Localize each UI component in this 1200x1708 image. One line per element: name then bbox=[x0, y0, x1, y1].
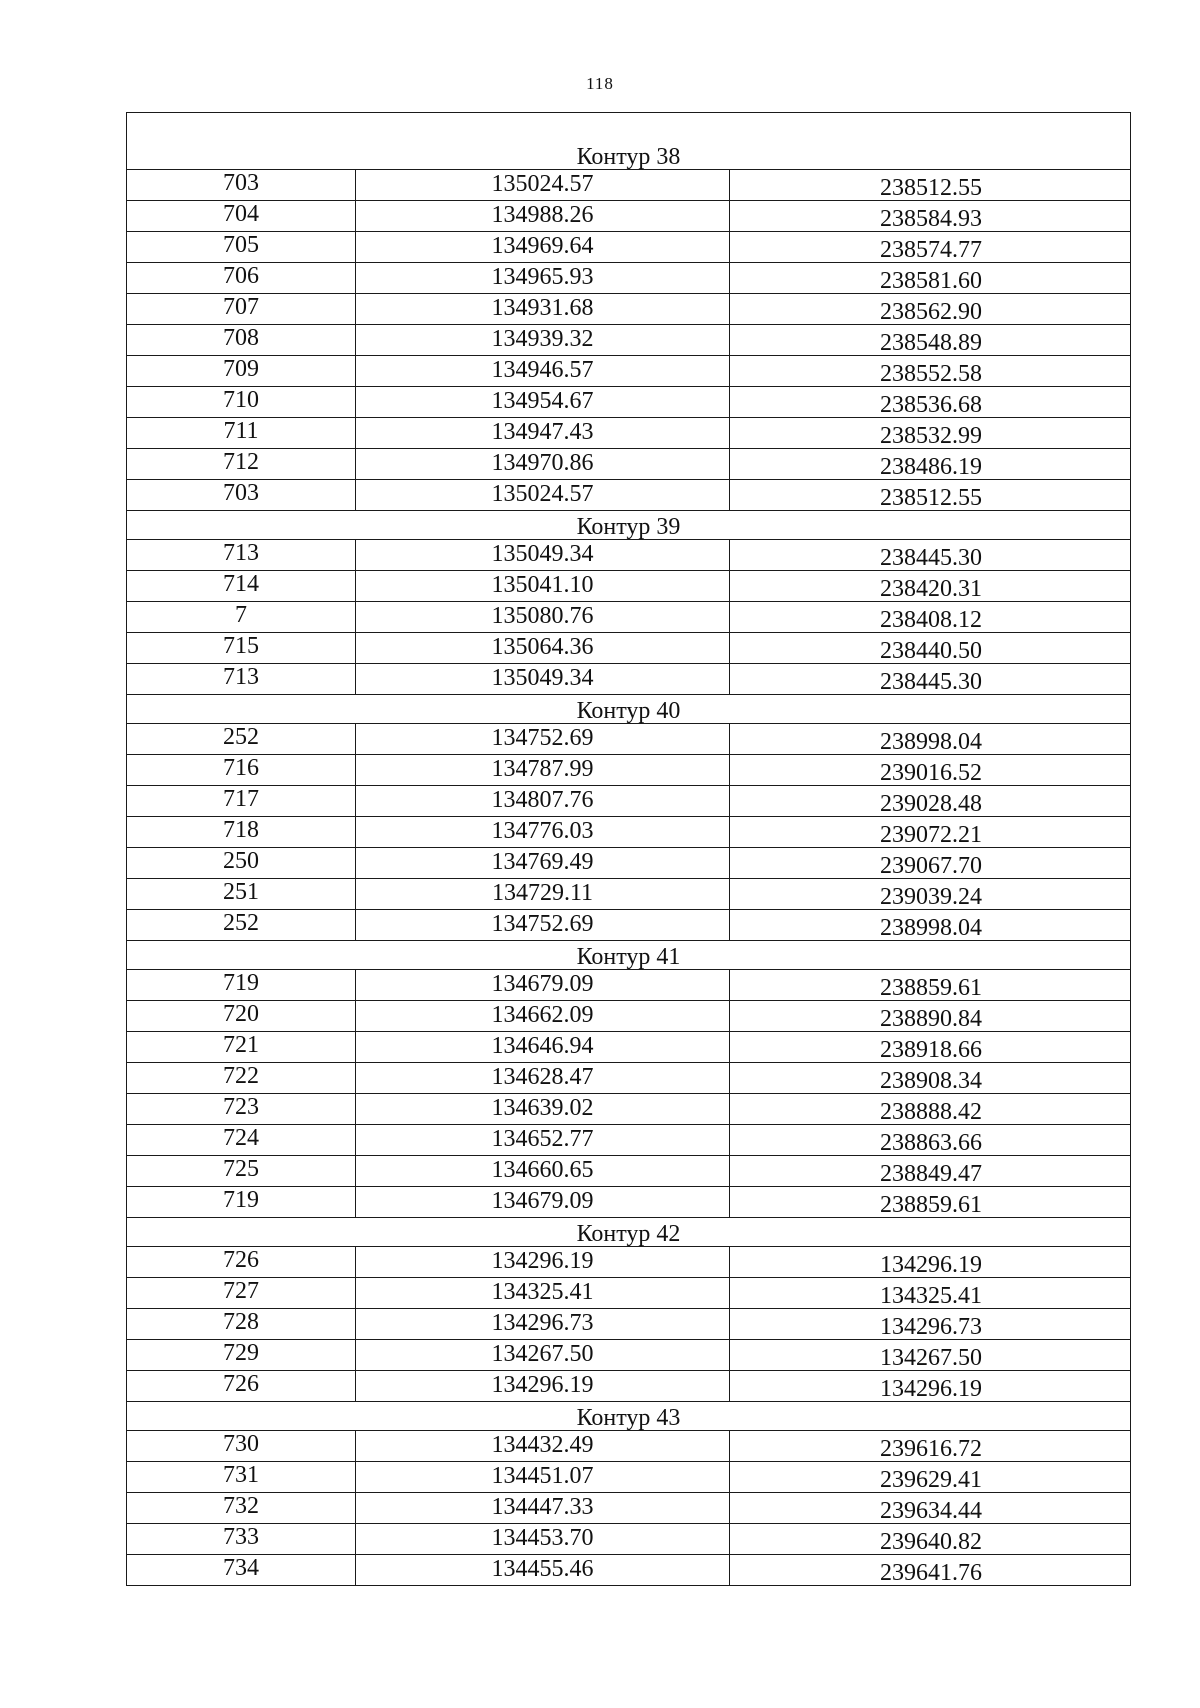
coordinate-y: 238574.77 bbox=[730, 232, 1131, 263]
coordinate-y: 134267.50 bbox=[730, 1340, 1131, 1371]
table-row bbox=[127, 480, 1131, 511]
table-row bbox=[127, 848, 1131, 879]
coordinate-y: 238408.12 bbox=[730, 602, 1131, 633]
coordinates-table-body bbox=[127, 113, 1131, 1586]
coordinate-y: 238888.42 bbox=[730, 1094, 1131, 1125]
coordinate-y: 238445.30 bbox=[730, 540, 1131, 571]
point-number: 709 bbox=[127, 356, 356, 387]
coordinates-table bbox=[126, 112, 1131, 1586]
table-row bbox=[127, 602, 1131, 633]
point-number: 731 bbox=[127, 1462, 356, 1493]
point-number: 708 bbox=[127, 325, 356, 356]
coordinate-x: 134807.76 bbox=[356, 786, 730, 817]
point-number: 734 bbox=[127, 1555, 356, 1586]
coordinate-x: 134787.99 bbox=[356, 755, 730, 786]
coordinate-x: 135049.34 bbox=[356, 664, 730, 695]
table-row bbox=[127, 540, 1131, 571]
table-row bbox=[127, 817, 1131, 848]
coordinate-y: 239629.41 bbox=[730, 1462, 1131, 1493]
coordinate-y: 239072.21 bbox=[730, 817, 1131, 848]
table-row bbox=[127, 325, 1131, 356]
coordinate-y: 238548.89 bbox=[730, 325, 1131, 356]
coordinate-x: 134455.46 bbox=[356, 1555, 730, 1586]
table-row bbox=[127, 1371, 1131, 1402]
coordinate-x: 134451.07 bbox=[356, 1462, 730, 1493]
point-number: 714 bbox=[127, 571, 356, 602]
table-row bbox=[127, 755, 1131, 786]
point-number: 703 bbox=[127, 170, 356, 201]
coordinate-y: 238420.31 bbox=[730, 571, 1131, 602]
point-number: 719 bbox=[127, 970, 356, 1001]
coordinate-x: 134776.03 bbox=[356, 817, 730, 848]
point-number: 707 bbox=[127, 294, 356, 325]
coordinate-x: 134752.69 bbox=[356, 910, 730, 941]
coordinate-x: 134954.67 bbox=[356, 387, 730, 418]
table-row bbox=[127, 1094, 1131, 1125]
coordinate-y: 238890.84 bbox=[730, 1001, 1131, 1032]
coordinate-y: 239640.82 bbox=[730, 1524, 1131, 1555]
table-row bbox=[127, 1278, 1131, 1309]
table-row bbox=[127, 170, 1131, 201]
point-number: 729 bbox=[127, 1340, 356, 1371]
point-number: 730 bbox=[127, 1431, 356, 1462]
point-number: 720 bbox=[127, 1001, 356, 1032]
point-number: 716 bbox=[127, 755, 356, 786]
point-number: 251 bbox=[127, 879, 356, 910]
point-number: 727 bbox=[127, 1278, 356, 1309]
coordinate-x: 134752.69 bbox=[356, 724, 730, 755]
coordinate-x: 134939.32 bbox=[356, 325, 730, 356]
table-row bbox=[127, 449, 1131, 480]
coordinate-y: 239641.76 bbox=[730, 1555, 1131, 1586]
coordinate-y: 238584.93 bbox=[730, 201, 1131, 232]
coordinate-y: 134296.73 bbox=[730, 1309, 1131, 1340]
table-row bbox=[127, 879, 1131, 910]
point-number: 726 bbox=[127, 1371, 356, 1402]
table-row bbox=[127, 1493, 1131, 1524]
point-number: 704 bbox=[127, 201, 356, 232]
coordinate-y: 238486.19 bbox=[730, 449, 1131, 480]
coordinate-y: 238512.55 bbox=[730, 170, 1131, 201]
table-row bbox=[127, 664, 1131, 695]
coordinate-y: 239028.48 bbox=[730, 786, 1131, 817]
table-row bbox=[127, 1001, 1131, 1032]
coordinate-x: 134646.94 bbox=[356, 1032, 730, 1063]
table-row bbox=[127, 201, 1131, 232]
coordinate-x: 134660.65 bbox=[356, 1156, 730, 1187]
table-row bbox=[127, 1524, 1131, 1555]
point-number: 712 bbox=[127, 449, 356, 480]
point-number: 252 bbox=[127, 910, 356, 941]
point-number: 713 bbox=[127, 540, 356, 571]
contour-title: Контур 41 bbox=[127, 941, 1131, 970]
point-number: 724 bbox=[127, 1125, 356, 1156]
coordinate-y: 134325.41 bbox=[730, 1278, 1131, 1309]
contour-header-row bbox=[127, 511, 1131, 540]
point-number: 721 bbox=[127, 1032, 356, 1063]
contour-title: Контур 43 bbox=[127, 1402, 1131, 1431]
table-row bbox=[127, 1431, 1131, 1462]
table-row bbox=[127, 1032, 1131, 1063]
table-row bbox=[127, 633, 1131, 664]
coordinate-x: 135024.57 bbox=[356, 480, 730, 511]
coordinate-x: 134628.47 bbox=[356, 1063, 730, 1094]
table-row bbox=[127, 232, 1131, 263]
point-number: 732 bbox=[127, 1493, 356, 1524]
coordinate-x: 134947.43 bbox=[356, 418, 730, 449]
coordinate-y: 238908.34 bbox=[730, 1063, 1131, 1094]
coordinate-x: 134769.49 bbox=[356, 848, 730, 879]
coordinate-y: 239039.24 bbox=[730, 879, 1131, 910]
table-row bbox=[127, 1156, 1131, 1187]
point-number: 7 bbox=[127, 602, 356, 633]
point-number: 710 bbox=[127, 387, 356, 418]
table-row bbox=[127, 970, 1131, 1001]
coordinate-x: 134970.86 bbox=[356, 449, 730, 480]
point-number: 713 bbox=[127, 664, 356, 695]
coordinate-x: 134965.93 bbox=[356, 263, 730, 294]
point-number: 715 bbox=[127, 633, 356, 664]
coordinate-y: 134296.19 bbox=[730, 1247, 1131, 1278]
coordinate-x: 135024.57 bbox=[356, 170, 730, 201]
coordinate-y: 238859.61 bbox=[730, 1187, 1131, 1218]
table-row bbox=[127, 263, 1131, 294]
table-row bbox=[127, 786, 1131, 817]
coordinate-y: 239067.70 bbox=[730, 848, 1131, 879]
contour-title: Контур 39 bbox=[127, 511, 1131, 540]
table-row bbox=[127, 1063, 1131, 1094]
coordinate-x: 134432.49 bbox=[356, 1431, 730, 1462]
coordinate-y: 238849.47 bbox=[730, 1156, 1131, 1187]
point-number: 733 bbox=[127, 1524, 356, 1555]
contour-title: Контур 38 bbox=[127, 113, 1131, 170]
coordinate-y: 238562.90 bbox=[730, 294, 1131, 325]
table-row bbox=[127, 724, 1131, 755]
point-number: 250 bbox=[127, 848, 356, 879]
page-number: 118 bbox=[586, 74, 614, 93]
contour-header-row bbox=[127, 1218, 1131, 1247]
table-row bbox=[127, 571, 1131, 602]
coordinate-x: 134447.33 bbox=[356, 1493, 730, 1524]
coordinate-y: 238859.61 bbox=[730, 970, 1131, 1001]
contour-header-row bbox=[127, 1402, 1131, 1431]
coordinate-x: 134296.19 bbox=[356, 1247, 730, 1278]
coordinate-y: 238532.99 bbox=[730, 418, 1131, 449]
coordinate-y: 238998.04 bbox=[730, 910, 1131, 941]
coordinate-y: 238445.30 bbox=[730, 664, 1131, 695]
table-row bbox=[127, 356, 1131, 387]
coordinate-x: 134969.64 bbox=[356, 232, 730, 263]
contour-title: Контур 42 bbox=[127, 1218, 1131, 1247]
contour-header-row bbox=[127, 695, 1131, 724]
coordinate-y: 238440.50 bbox=[730, 633, 1131, 664]
table-row bbox=[127, 418, 1131, 449]
point-number: 717 bbox=[127, 786, 356, 817]
point-number: 711 bbox=[127, 418, 356, 449]
coordinate-y: 239016.52 bbox=[730, 755, 1131, 786]
coordinate-x: 134679.09 bbox=[356, 970, 730, 1001]
coordinate-x: 134729.11 bbox=[356, 879, 730, 910]
contour-title: Контур 40 bbox=[127, 695, 1131, 724]
table-row bbox=[127, 1187, 1131, 1218]
coordinate-y: 238581.60 bbox=[730, 263, 1131, 294]
table-row bbox=[127, 1247, 1131, 1278]
coordinate-x: 134662.09 bbox=[356, 1001, 730, 1032]
coordinate-x: 134679.09 bbox=[356, 1187, 730, 1218]
coordinate-y: 238863.66 bbox=[730, 1125, 1131, 1156]
coordinate-x: 135041.10 bbox=[356, 571, 730, 602]
coordinate-x: 135049.34 bbox=[356, 540, 730, 571]
coordinate-x: 134325.41 bbox=[356, 1278, 730, 1309]
coordinate-y: 238536.68 bbox=[730, 387, 1131, 418]
point-number: 723 bbox=[127, 1094, 356, 1125]
table-row bbox=[127, 294, 1131, 325]
point-number: 703 bbox=[127, 480, 356, 511]
table-row bbox=[127, 1555, 1131, 1586]
coordinate-y: 239634.44 bbox=[730, 1493, 1131, 1524]
contour-header-row bbox=[127, 113, 1131, 170]
point-number: 722 bbox=[127, 1063, 356, 1094]
point-number: 705 bbox=[127, 232, 356, 263]
point-number: 728 bbox=[127, 1309, 356, 1340]
coordinate-x: 134988.26 bbox=[356, 201, 730, 232]
point-number: 726 bbox=[127, 1247, 356, 1278]
coordinate-x: 135064.36 bbox=[356, 633, 730, 664]
point-number: 718 bbox=[127, 817, 356, 848]
contour-header-row bbox=[127, 941, 1131, 970]
table-row bbox=[127, 1125, 1131, 1156]
point-number: 706 bbox=[127, 263, 356, 294]
coordinate-x: 134931.68 bbox=[356, 294, 730, 325]
coordinate-x: 134296.73 bbox=[356, 1309, 730, 1340]
coordinate-y: 238552.58 bbox=[730, 356, 1131, 387]
point-number: 252 bbox=[127, 724, 356, 755]
coordinate-x: 134946.57 bbox=[356, 356, 730, 387]
coordinate-x: 134453.70 bbox=[356, 1524, 730, 1555]
table-row bbox=[127, 1309, 1131, 1340]
coordinate-x: 134296.19 bbox=[356, 1371, 730, 1402]
table-row bbox=[127, 910, 1131, 941]
coordinate-x: 135080.76 bbox=[356, 602, 730, 633]
coordinate-y: 238512.55 bbox=[730, 480, 1131, 511]
coordinate-x: 134652.77 bbox=[356, 1125, 730, 1156]
point-number: 725 bbox=[127, 1156, 356, 1187]
coordinate-x: 134267.50 bbox=[356, 1340, 730, 1371]
coordinate-y: 238918.66 bbox=[730, 1032, 1131, 1063]
point-number: 719 bbox=[127, 1187, 356, 1218]
coordinate-y: 238998.04 bbox=[730, 724, 1131, 755]
coordinate-y: 134296.19 bbox=[730, 1371, 1131, 1402]
coordinate-y: 239616.72 bbox=[730, 1431, 1131, 1462]
table-row bbox=[127, 1340, 1131, 1371]
coordinate-x: 134639.02 bbox=[356, 1094, 730, 1125]
table-row bbox=[127, 1462, 1131, 1493]
table-row bbox=[127, 387, 1131, 418]
